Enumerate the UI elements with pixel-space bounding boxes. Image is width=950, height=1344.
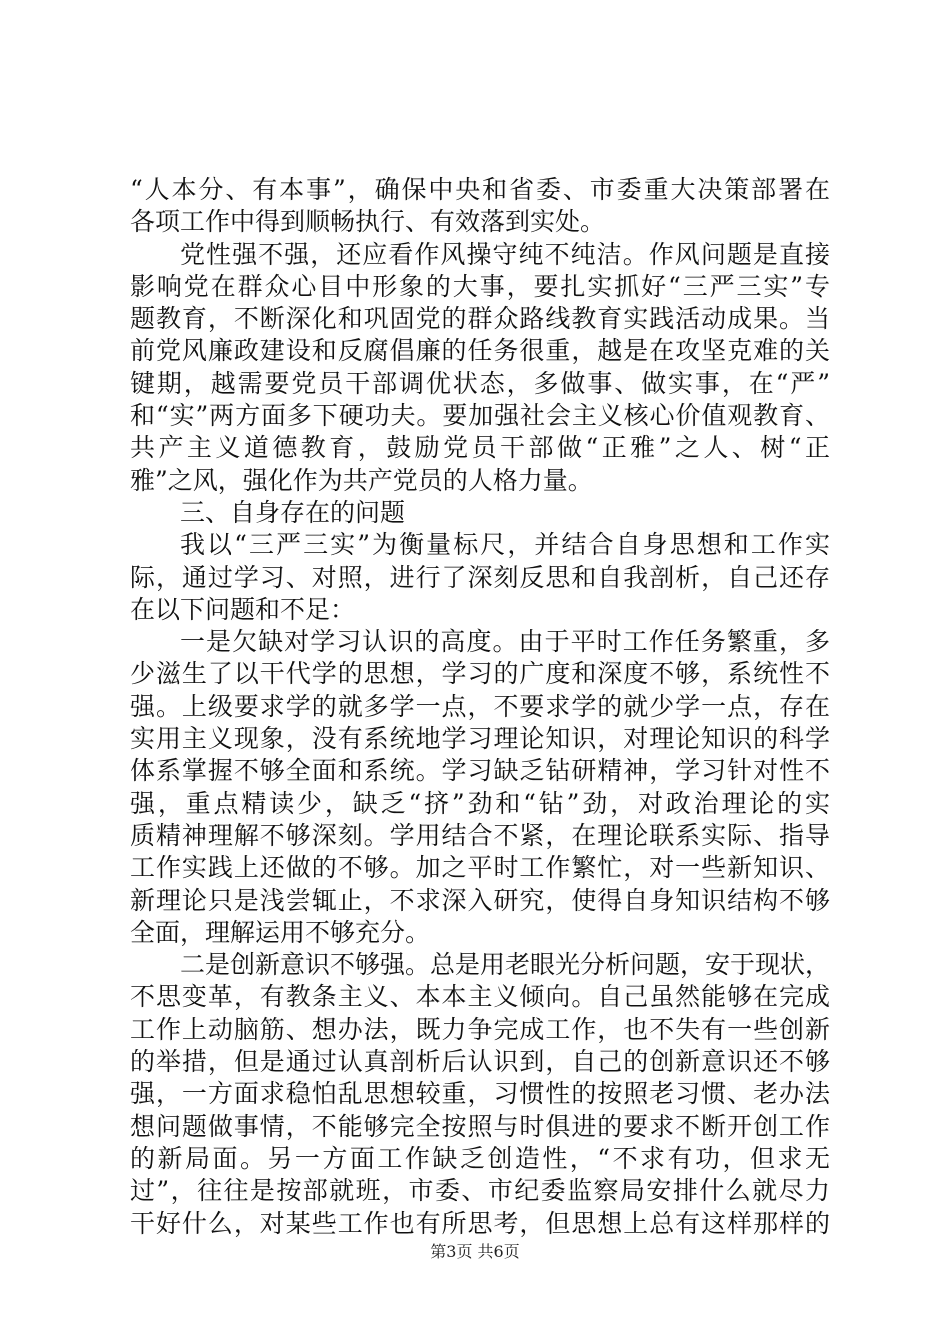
text-line: 不思变革，有教条主义、本本主义倾向。自己虽然能够在完成	[130, 982, 830, 1012]
text-line: 干好什么，对某些工作也有所思考，但思想上总有这样那样的	[130, 1208, 830, 1238]
text-line: 工作上动脑筋、想办法，既力争完成工作，也不失有一些创新	[130, 1014, 830, 1044]
text-line: 强，重点精读少，缺乏“挤”劲和“钻”劲，对政治理论的实	[130, 788, 830, 818]
text-line: 际，通过学习、对照，进行了深刻反思和自我剖析，自己还存	[130, 562, 830, 592]
text-line: 共产主义道德教育，鼓励党员干部做“正雅”之人、树“正	[130, 433, 830, 463]
text-line: 雅”之风，强化作为共产党员的人格力量。	[130, 465, 593, 495]
text-line: 过”，往往是按部就班，市委、市纪委监察局安排什么就尽力	[130, 1176, 830, 1206]
text-line: 强。上级要求学的就多学一点，不要求学的就少学一点，存在	[130, 691, 830, 721]
text-line: 和“实”两方面多下硬功夫。要加强社会主义核心价值观教育、	[130, 401, 830, 431]
text-line: 各项工作中得到顺畅执行、有效落到实处。	[130, 207, 606, 237]
text-line: 想问题做事情，不能够完全按照与时俱进的要求不断开创工作	[130, 1111, 830, 1141]
text-line: 题教育，不断深化和巩固党的群众路线教育实践活动成果。当	[130, 304, 830, 334]
document-body	[130, 174, 830, 1240]
text-line: 二是创新意识不够强。总是用老眼光分析问题，安于现状，	[180, 950, 830, 980]
text-line: 党性强不强，还应看作风操守纯不纯洁。作风问题是直接	[180, 239, 830, 269]
text-line: 全面，理解运用不够充分。	[130, 917, 431, 947]
text-line: 我以“三严三实”为衡量标尺，并结合自身思想和工作实	[180, 530, 830, 560]
text-line: 新理论只是浅尝辄止，不求深入研究，使得自身知识结构不够	[130, 885, 830, 915]
text-line: 一是欠缺对学习认识的高度。由于平时工作任务繁重，多	[180, 627, 830, 657]
text-line: 强，一方面求稳怕乱思想较重，习惯性的按照老习惯、老办法	[130, 1079, 830, 1109]
text-line: 质精神理解不够深刻。学用结合不紧，在理论联系实际、指导	[130, 820, 830, 850]
text-line: 在以下问题和不足：	[130, 594, 356, 624]
text-line: 体系掌握不够全面和系统。学习缺乏钻研精神，学习针对性不	[130, 756, 830, 786]
text-line: 实用主义现象，没有系统地学习理论知识，对理论知识的科学	[130, 724, 830, 754]
text-line: “人本分、有本事”，确保中央和省委、市委重大决策部署在	[130, 175, 830, 204]
page-footer: 第3页 共6页	[430, 1242, 520, 1261]
text-line: 的举措，但是通过认真剖析后认识到，自己的创新意识还不够	[130, 1047, 830, 1077]
text-line: 三、自身存在的问题	[180, 497, 406, 527]
text-line: 影响党在群众心目中形象的大事，要扎实抓好“三严三实”专	[130, 271, 830, 301]
text-line: 工作实践上还做的不够。加之平时工作繁忙，对一些新知识、	[130, 853, 830, 883]
text-line: 键期，越需要党员干部调优状态，多做事、做实事，在“严”	[130, 368, 830, 398]
text-line: 前党风廉政建设和反腐倡廉的任务很重，越是在攻坚克难的关	[130, 336, 830, 366]
text-line: 少滋生了以干代学的思想，学习的广度和深度不够，系统性不	[130, 659, 830, 689]
text-line: 的新局面。另一方面工作缺乏创造性，“不求有功，但求无	[130, 1143, 830, 1173]
